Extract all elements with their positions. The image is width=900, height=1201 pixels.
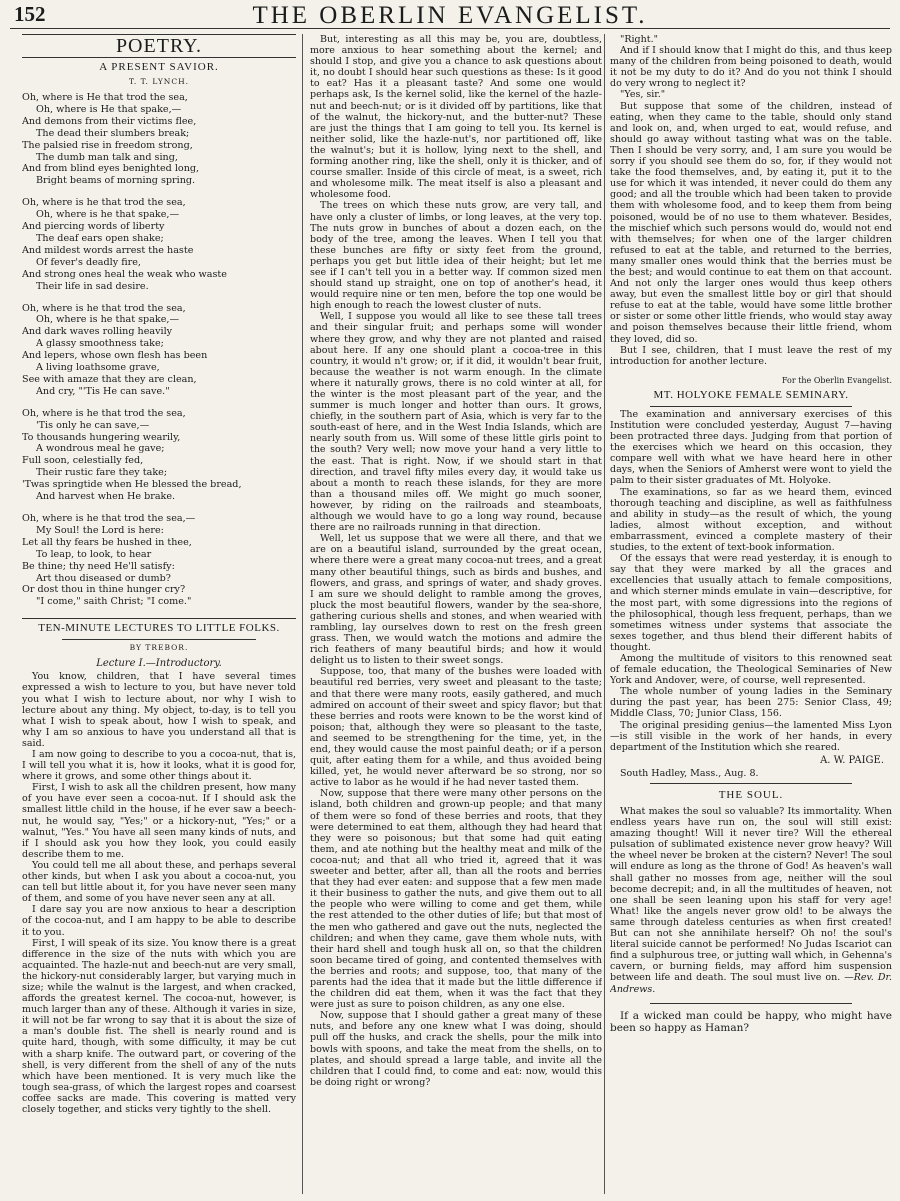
poem-line: The deaf ears open shake; xyxy=(36,232,164,244)
poem-line: Or dost thou in thine hunger cry? xyxy=(22,584,186,596)
soul-heading: THE SOUL. xyxy=(718,789,784,801)
lecture-paragraph: The trees on which these nuts grow, are very tall, and have only a cluster of limbs, or long leaves, at the very top. The nuts grow in bunches of about a dozen each, on the body of the tree, among the leaves. When I tell you that these bunches are fifty or sixty feet from the ground, perhaps you get but little idea of their height; but let me see if I can't tell you in a better way. If common sized men should stand up straight, one on top of another's head, it would require nine or ten men, before the top one would be high enough to reach the lowest cluster of nuts. xyxy=(310,200,602,312)
lecture-paragraph: "Right." xyxy=(620,34,658,45)
poem-line: 'Tis only he can save,— xyxy=(36,419,150,431)
poem-line: A living loathsome grave, xyxy=(36,362,160,374)
lecture-paragraph: Suppose, too, that many of the bushes were loaded with beautiful red berries, very sweet and pleasant to the taste; and that there were many roots, easily gathered, and much admired on account of their sweet and spicy flavor; but that these berries and roots were known to be the worst kind of poison; that, although they were so pleasant to the taste, and seemed to be strengthening for the time, yet, in the end, they would cause the most painful death; or if a person quit, after eating them for a while, and thus avoided being killed, yet, he would never afterward be so strong, nor so active to labor as he would if he had never tasted them. xyxy=(310,666,602,789)
divider xyxy=(650,406,852,407)
poetry-heading: POETRY. xyxy=(22,34,296,58)
poem-line: And demons from their victims flee, xyxy=(22,115,197,127)
lecture-paragraph: But suppose that some of the children, instead of eating, when they came to the table, should only stand and look on, and, when urged to eat, would refuse, and should go away without tasting what was on the table. Then I should be very sorry, and, I am sure you would be sorry if you should see them do so, for, if they would not take the food themselves, and, by eating it, put it to the use for which it was intended, it never could do them any good; and all the trouble which had been taken to provide them with wholesome food, and to keep them from being poisoned, would be of no use to them whatever. Besides, the mischief which such persons would do, would not end with themselves; for when one of the larger children refused to eat at the table, and returned to the berries, many smaller ones would think that the berries must be the best; and would continue to eat them on that account. And not only the larger ones would thus keep others away, but even the smallest little boy or girl that should refuse to eat at the table, would have some little brother or sister or some other little friends, who would stay away and poison themselves because their little friend, whom they loved, did so. xyxy=(610,100,892,345)
poem-line: The palsied rise in freedom strong, xyxy=(22,139,193,151)
poem-line: And piercing words of liberty xyxy=(22,221,165,233)
poem-line: And harvest when He brake. xyxy=(36,491,176,503)
poem-line: Bright beams of morning spring. xyxy=(36,175,196,187)
seminary-paragraph: The whole number of young ladies in the Seminary during the past year, has been 275: Senior Class, 49; Middle Class, 70; Junior Class, 156. xyxy=(610,686,892,720)
poem-line: My Soul! the Lord is here: xyxy=(36,524,164,536)
poem-line: Oh, where is he that spake,— xyxy=(36,209,180,221)
poem-stanza xyxy=(22,303,296,398)
soul-article xyxy=(610,806,892,995)
poem-line: Oh, where is he that trod the sea, xyxy=(22,407,186,419)
poem-line: Their life in sad desire. xyxy=(36,280,149,292)
divider xyxy=(650,783,852,784)
lecture-paragraph: First, I wish to ask all the children present, how many of you have ever seen a cocoa-nut. If I should ask the smallest little child in the house, if he ever saw a beech-nut, he would say, "Yes;" or a hickory-nut, "Yes;" or a walnut, "Yes." You have all seen many kinds of nuts, and if I should ask you how they look, you could easily describe them to me. xyxy=(22,782,296,860)
poem-line: Let all thy fears be hushed in thee, xyxy=(22,536,192,548)
poem-line: A wondrous meal he gave; xyxy=(36,443,165,455)
lecture-paragraph: You could tell me all about these, and perhaps several other kinds, but when I ask you about a cocoa-nut, you can tell but little about it, for you have never seen many of them, and some of you have never seen any at all. xyxy=(22,859,296,905)
lecture-paragraph: First, I will speak of its size. You know there is a great difference in the size of the nuts with which you are acquainted. The hazle-nut and beech-nut are very small, the hickory-nut considerably larger, but varying much in size; while the walnut is the largest, and when cracked, affords the greatest kernel. The cocoa-nut, however, is much larger than any of these. Although it varies in size, it will not be far wrong to say that it is about the size of a man's double fist. The shell is nearly round and is quite hard, though, with some difficulty, it may be cut with a sharp knife. The outward part, or covering of the shell, is very different from the shell of any of the nuts which have been mentioned. It is very much like the tough sea-grass, of which the largest ropes and coarsest coffee sacks are made. This covering is matted very closely together, and sticks very tightly to the shell. xyxy=(22,937,296,1115)
poem-line: To leap, to look, to hear xyxy=(36,548,152,560)
poem-line: To thousands hungering wearily, xyxy=(22,431,181,443)
column-3 xyxy=(610,34,892,1199)
poem-line: And dark waves rolling heavily xyxy=(22,326,173,338)
poem-line: Oh, where is He that trod the sea, xyxy=(22,92,188,103)
lecture-text-continued xyxy=(310,34,602,1088)
poem-line: Be thine; thy need He'll satisfy: xyxy=(22,560,175,572)
poem-stanza xyxy=(22,408,296,503)
lecture-paragraph: But, interesting as all this may be, you are, doubtless, more anxious to hear something about the kernel; and should I stop, and give you a chance to ask questions about it, no doubt I should hear such questions as these: Is it good to eat? Has it a pleasant taste? And some one would perhaps ask, Is the kernel solid, like the kernel of the hazle-nut and beech-nut; or is it divided off by partitions, like that of the walnut, the hickory-nut, and the butter-nut? These are just the things that I am going to tell you. Its kernel is neither solid, like the hazle-nut's, nor partitioned off, like the walnut's; but it is hollow, lying next to the shell, and forming another ring, like the shell, only it is thicker, and of course smaller. Inside of this circle of meat, is a sweet, rich and wholesome milk. The meat itself is also a pleasant and wholesome food. xyxy=(310,34,602,201)
seminary-heading: MT. HOLYOKE FEMALE SEMINARY. xyxy=(653,388,849,401)
seminary-credit: For the Oberlin Evangelist. xyxy=(781,375,892,385)
seminary-article xyxy=(610,409,892,753)
poem-line: The dead their slumbers break; xyxy=(36,127,190,139)
poem-line: 'Twas springtide when He blessed the bread, xyxy=(22,479,242,491)
lectures-heading: TEN-MINUTE LECTURES TO LITTLE FOLKS. xyxy=(38,622,280,635)
poem-line: Of fever's deadly fire, xyxy=(36,256,141,268)
lecture-paragraph: Well, I suppose you would all like to see these tall trees and their singular fruit; and perhaps some will wonder where they grow, and why they are not planted and raised about here. If any one should plant a cocoa-tree in this country, it would n't grow; or, if it did, it wouldn't bear fruit, because the weather is not warm enough. In the climate where it naturally grows, there is no cold winter at all, for the winter is the most pleasant part of the year, and the summer is much longer and hotter than ours. It grows, chiefly, in the southern part of Asia, which is very far to the south-east of here, and in the West India Islands, which are nearly south from us. Will some of these little girls point to the south? Very well; now move your hand a very little to the east. That is right. Now, if we should start in that direction, and travel fifty miles every day, it would take us about a month to reach these islands, for they are more than a thousand miles off. We might go much sooner, however, by riding on the railroads and steamboats, although we would have to go a long way round, because there are no railroads running in that direction. xyxy=(310,311,602,534)
poem-line: Oh, where is he that trod the sea, xyxy=(22,302,186,314)
poem-stanza xyxy=(22,92,296,187)
poem-line: And from blind eyes benighted long, xyxy=(22,163,200,175)
seminary-paragraph: Among the multitude of visitors to this renowned seat of female education, the Theological Seminaries of New York and Andover, were, of course, well represented. xyxy=(610,652,892,687)
poem-line: And cry, "'Tis He can save." xyxy=(36,385,170,397)
poem-line: And mildest words arrest the haste xyxy=(22,244,194,256)
soul-attribution: —Rev. Dr. Andrews. xyxy=(610,972,892,995)
lecture-paragraph: I am now going to describe to you a cocoa-nut, that is, I will tell you what it is, how it looks, what it is good for, where it grows, and some other things about it. xyxy=(22,749,296,783)
poem-line: "I come," saith Christ; "I come." xyxy=(36,596,192,608)
seminary-paragraph: The original presiding genius—the lamented Miss Lyon—is still visible in the work of her hands, in every department of the Institution which she reared. xyxy=(610,719,892,753)
lecture-paragraph: And if I should know that I might do this, and thus keep many of the children from being poisoned to death, would it not be my duty to do it? And do you not think I should do very wrong to neglect it? xyxy=(610,45,892,90)
masthead xyxy=(10,2,890,29)
seminary-paragraph: The examinations, so far as we heard them, evinced thorough teaching and discipline, as well as faithfulness and ability in study—as the result of which, the young ladies, almost without exception, and without embarrassment, evinced a complete mastery of their studies, to the extent of text-book information. xyxy=(610,486,892,554)
poem-line: And lepers, whose own flesh has been xyxy=(22,350,208,362)
seminary-paragraph: The examination and anniversary exercises of this Institution were concluded yesterday, August 7—having been protracted three days. Judging from that portion of the exercises which we heard on this occasion, they compare well with what we have heard here in other days, when the Seniors of Amherst were wont to yield the palm to their sister graduates of Mt. Holyoke. xyxy=(610,408,892,487)
poem-stanza xyxy=(22,197,296,292)
lectures-author: BY TREBOR. xyxy=(129,643,189,653)
lecture-paragraph: "Yes, sir." xyxy=(620,89,666,101)
seminary-signature: A. W. PAIGE. xyxy=(820,754,884,766)
page-number: 152 xyxy=(14,2,46,26)
divider xyxy=(22,618,296,619)
poem-line: Oh, where is he that trod the sea,— xyxy=(22,513,196,524)
column-2 xyxy=(310,34,602,1199)
lecture-paragraph: Now, suppose that I should gather a great many of these nuts, and before any one knew what I was doing, should pull off the husks, and crack the shells, pour the milk into bowls with spoons, and take the meat from the shells, on to plates, and should spread a large table, and invite all the children that I could find, to come and eat: now, would this be doing right or wrong? xyxy=(310,1010,602,1088)
column-rule xyxy=(604,34,605,1194)
lecture-paragraph: But I see, children, that I must leave the rest of my introduction for another lecture. xyxy=(610,344,892,367)
divider xyxy=(650,1003,852,1004)
poem-line: Oh, where is he that spake,— xyxy=(36,314,180,326)
column-rule xyxy=(302,34,303,1194)
poem-line: Art thou diseased or dumb? xyxy=(36,572,171,584)
lecture-paragraph: I dare say you are now anxious to hear a description of the cocoa-nut, and I am happy to be able to describe it to you. xyxy=(22,904,296,938)
poem-stanza xyxy=(22,513,296,608)
poem-title: A PRESENT SAVIOR. xyxy=(99,61,219,73)
lecture-paragraph: Well, let us suppose that we were all there, and that we are on a beautiful island, surrounded by the great ocean, where there were a great many cocoa-nut trees, and a great many other beautiful things, such as birds and bushes, and flowers, and grass, and springs of water, and shady groves. I am sure we should delight to ramble among the groves, pluck the most beautiful flowers, wander by the sea-shore, gathering curious shells and stones, and when wearied with rambling, lay ourselves down to rest on the fresh green grass. Then, we would watch the motions and admire the rich feathers of many beautiful birds; and how it would delight us to listen to their sweet songs. xyxy=(310,533,602,667)
seminary-paragraph: Of the essays that were read yesterday, it is enough to say that they were marked by all the graces and excellencies that usually attach to female compositions, and which sterner minds emulate in vain—descriptive, for the most part, with some digressions into the regions of the philosophical, though less frequent, perhaps, than we sometimes witness under systems that associate the sexes together, and thus blend their different habits of thought. xyxy=(610,553,892,653)
poem xyxy=(22,92,296,608)
poem-line: Their rustic fare they take; xyxy=(36,467,168,479)
poem-line: The dumb man talk and sing, xyxy=(36,151,178,163)
closing-quote: If a wicked man could be happy, who might have been so happy as Haman? xyxy=(610,1009,892,1035)
poem-line: Full soon, celestially fed, xyxy=(22,455,144,467)
seminary-dateline: South Hadley, Mass., Aug. 8. xyxy=(620,767,759,779)
lecture-text-conclusion xyxy=(610,34,892,367)
lecture-paragraph: Now, suppose that there were many other persons on the island, both children and grown-up people; and that many of them were so fond of these berries and roots, that they were determined to eat them, although they had heard that they were so poisonous; but that some had quit eating them, and ate nothing but the healthy meat and milk of the cocoa-nut; and that all who tried it, agreed that it was sweeter and better, after all, than all the roots and berries that they had ever eaten: and suppose that a few men made it their business to gather the nuts, and give them out to all the people who were willing to come and get them, while the rest attended to the other duties of life; but that most of the men who gathered and gave out the nuts, neglected the children; and when they came, gave them whole nuts, with their hard shell and tough husk all on, so that the children soon became tired of going, and contented themselves with the berries and roots; and suppose, too, that many of the parents had the idea that it made but the little difference if the children did eat them, when it was the fact that they were just as sure to poison children, as any one else. xyxy=(310,788,602,1011)
poem-line: Oh, where is he that trod the sea, xyxy=(22,197,186,209)
divider xyxy=(62,639,256,640)
column-1 xyxy=(22,34,296,1199)
poem-line: See with amaze that they are clean, xyxy=(22,373,197,385)
newspaper-title: THE OBERLIN EVANGELIST. xyxy=(252,2,648,29)
soul-text: What makes the soul so valuable? Its immortality. When endless years have run on, the soul will still exist: amazing thought! Will it never tire? Will the ethereal pulsation of sublimated existence never grow heavy? Will the wheel never be broken at the cistern? Never! The soul will endure as long as the throne of God! As heaven's wall shall gather no mosses from age, neither will the soul become decrepit; and, in all the multitudes of heaven, not one shall be seen leaning upon his staff for very age! What! like the angels never grow old! to be always the same through dateless centuries as when first created! But can not she annihilate herself? Oh no! the soul's literal suicide cannot be performed! No Judas Iscariot can find a sulphurous tree, or jutting wall which, in Gehenna's cavern, or burning fields, may afford him suspension between life and death. The soul must live on. xyxy=(610,806,892,984)
lecture-text xyxy=(22,671,296,1115)
lecture-paragraph: You know, children, that I have several times expressed a wish to lecture to you, but have never told you what I wish to lecture about, nor why I wish to lecture about any thing. My object, to-day, is to tell you what I wish to speak about, how I wish to speak, and why I am so anxious to have you understand all that is said. xyxy=(22,671,296,749)
poem-author: T. T. LYNCH. xyxy=(128,77,189,86)
lecture-subheading: Lecture I.—Introductory. xyxy=(96,658,222,670)
poem-line: And strong ones heal the weak who waste xyxy=(22,268,227,280)
poem-line: A glassy smoothness take; xyxy=(36,338,164,350)
poem-line: Oh, where is He that spake,— xyxy=(36,103,182,115)
